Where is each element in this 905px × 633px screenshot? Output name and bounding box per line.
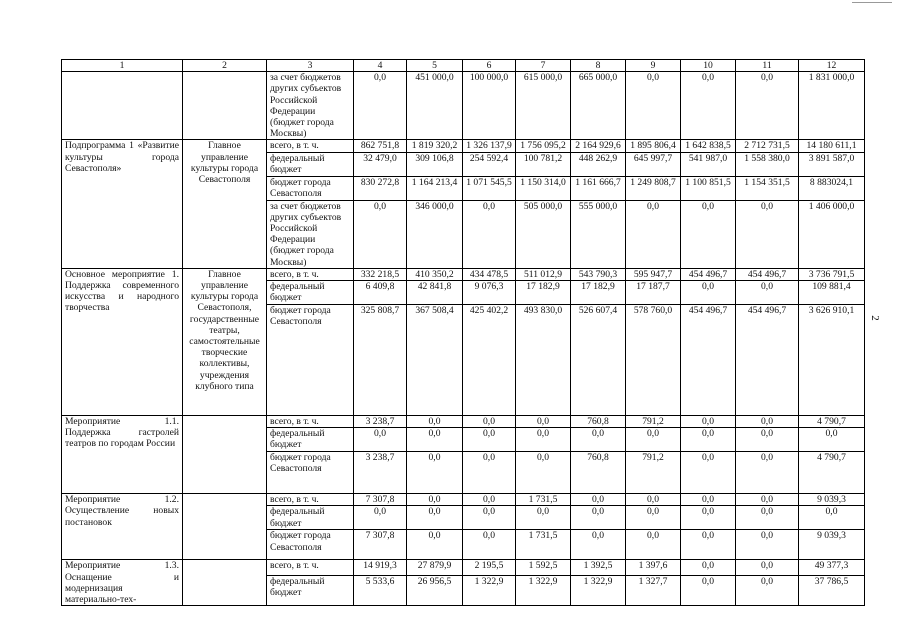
value-cell: 0,0 <box>626 506 681 530</box>
value-cell: 0,0 <box>681 281 736 305</box>
empty-cell <box>183 416 267 494</box>
value-cell: 541 987,0 <box>681 152 736 176</box>
source-cell: за счет бюджетов других субъектов Российской Федерации (бюджет города Москвы) <box>267 72 354 140</box>
value-cell: 0,0 <box>736 416 799 428</box>
value-cell: 0,0 <box>463 200 516 268</box>
value-cell: 0,0 <box>736 72 799 140</box>
value-cell: 0,0 <box>407 530 463 560</box>
source-cell: всего, в т. ч. <box>267 140 354 152</box>
value-cell: 1 406 000,0 <box>799 200 865 268</box>
value-cell: 27 879,9 <box>407 560 463 575</box>
value-cell: 1 731,5 <box>516 530 571 560</box>
table-row <box>62 416 865 428</box>
value-cell: 0,0 <box>407 494 463 506</box>
value-cell: 0,0 <box>736 530 799 560</box>
source-cell: всего, в т. ч. <box>267 416 354 428</box>
value-cell: 1 150 314,0 <box>516 176 571 200</box>
value-cell: 760,8 <box>571 416 626 428</box>
value-cell: 791,2 <box>626 416 681 428</box>
value-cell: 100 000,0 <box>463 72 516 140</box>
column-header: 5 <box>407 60 463 72</box>
value-cell: 1 558 380,0 <box>736 152 799 176</box>
value-cell: 0,0 <box>681 494 736 506</box>
value-cell: 665 000,0 <box>571 72 626 140</box>
column-header: 7 <box>516 60 571 72</box>
value-cell: 0,0 <box>736 494 799 506</box>
value-cell: 2 712 731,5 <box>736 140 799 152</box>
value-cell: 2 195,5 <box>463 560 516 575</box>
program-name-cell: Мероприятие 1.3. Оснащение и модернизация материально-тех- <box>62 560 183 606</box>
value-cell: 1 895 806,4 <box>626 140 681 152</box>
column-header: 12 <box>799 60 865 72</box>
table-row <box>62 560 865 575</box>
source-cell: всего, в т. ч. <box>267 560 354 575</box>
value-cell: 4 790,7 <box>799 452 865 494</box>
value-cell: 14 180 611,1 <box>799 140 865 152</box>
column-header: 8 <box>571 60 626 72</box>
value-cell: 9 039,3 <box>799 530 865 560</box>
value-cell: 0,0 <box>354 506 407 530</box>
value-cell: 17 182,9 <box>516 281 571 305</box>
value-cell: 0,0 <box>354 428 407 452</box>
value-cell: 1 161 666,7 <box>571 176 626 200</box>
value-cell: 0,0 <box>463 428 516 452</box>
value-cell: 367 508,4 <box>407 305 463 416</box>
value-cell: 0,0 <box>626 72 681 140</box>
source-cell: федеральный бюджет <box>267 281 354 305</box>
value-cell: 0,0 <box>799 428 865 452</box>
value-cell: 17 187,7 <box>626 281 681 305</box>
value-cell: 1 327,7 <box>626 575 681 605</box>
value-cell: 4 790,7 <box>799 416 865 428</box>
program-name-cell: Мероприятие 1.2. Осуществление новых постановок <box>62 494 183 560</box>
value-cell: 0,0 <box>681 560 736 575</box>
source-cell: федеральный бюджет <box>267 428 354 452</box>
value-cell: 1 756 095,2 <box>516 140 571 152</box>
source-cell: бюджет города Севастополя <box>267 452 354 494</box>
value-cell: 49 377,3 <box>799 560 865 575</box>
value-cell: 5 533,6 <box>354 575 407 605</box>
source-cell: бюджет города Севастополя <box>267 530 354 560</box>
empty-cell <box>62 72 183 140</box>
column-header: 11 <box>736 60 799 72</box>
value-cell: 8 883024,1 <box>799 176 865 200</box>
value-cell: 0,0 <box>354 72 407 140</box>
value-cell: 7 307,8 <box>354 530 407 560</box>
executor-cell: Главное управление культуры города Севастополя <box>183 140 267 268</box>
table-row <box>62 494 865 506</box>
value-cell: 7 307,8 <box>354 494 407 506</box>
top-edge-line <box>852 2 892 3</box>
value-cell: 425 402,2 <box>463 305 516 416</box>
value-cell: 0,0 <box>736 506 799 530</box>
value-cell: 0,0 <box>407 452 463 494</box>
value-cell: 0,0 <box>354 200 407 268</box>
value-cell: 1 642 838,5 <box>681 140 736 152</box>
budget-table <box>61 59 865 606</box>
value-cell: 451 000,0 <box>407 72 463 140</box>
value-cell: 32 479,0 <box>354 152 407 176</box>
column-header: 6 <box>463 60 516 72</box>
value-cell: 511 012,9 <box>516 268 571 280</box>
table-row <box>62 268 865 280</box>
value-cell: 1 592,5 <box>516 560 571 575</box>
value-cell: 454 496,7 <box>681 305 736 416</box>
value-cell: 526 607,4 <box>571 305 626 416</box>
value-cell: 1 322,9 <box>571 575 626 605</box>
value-cell: 0,0 <box>681 416 736 428</box>
empty-cell <box>183 72 267 140</box>
value-cell: 454 496,7 <box>736 305 799 416</box>
value-cell: 1 100 851,5 <box>681 176 736 200</box>
source-cell: федеральный бюджет <box>267 575 354 605</box>
value-cell: 346 000,0 <box>407 200 463 268</box>
value-cell: 0,0 <box>681 530 736 560</box>
value-cell: 0,0 <box>571 530 626 560</box>
value-cell: 0,0 <box>463 530 516 560</box>
value-cell: 0,0 <box>681 200 736 268</box>
value-cell: 100 781,2 <box>516 152 571 176</box>
value-cell: 14 919,3 <box>354 560 407 575</box>
value-cell: 615 000,0 <box>516 72 571 140</box>
value-cell: 0,0 <box>516 416 571 428</box>
value-cell: 0,0 <box>463 494 516 506</box>
value-cell: 760,8 <box>571 452 626 494</box>
value-cell: 3 891 587,0 <box>799 152 865 176</box>
column-header: 9 <box>626 60 681 72</box>
value-cell: 1 326 137,9 <box>463 140 516 152</box>
value-cell: 3 626 910,1 <box>799 305 865 416</box>
value-cell: 0,0 <box>516 452 571 494</box>
empty-cell <box>183 494 267 560</box>
program-name-cell: Мероприятие 1.1. Поддержка гастролей театров по городам России <box>62 416 183 494</box>
value-cell: 0,0 <box>516 428 571 452</box>
column-header: 4 <box>354 60 407 72</box>
value-cell: 645 997,7 <box>626 152 681 176</box>
value-cell: 0,0 <box>736 452 799 494</box>
value-cell: 448 262,9 <box>571 152 626 176</box>
value-cell: 543 790,3 <box>571 268 626 280</box>
value-cell: 578 760,0 <box>626 305 681 416</box>
column-header: 1 <box>62 60 183 72</box>
value-cell: 1 154 351,5 <box>736 176 799 200</box>
value-cell: 1 164 213,4 <box>407 176 463 200</box>
header-row <box>62 60 865 72</box>
value-cell: 0,0 <box>626 200 681 268</box>
value-cell: 0,0 <box>736 560 799 575</box>
value-cell: 332 218,5 <box>354 268 407 280</box>
column-header: 3 <box>267 60 354 72</box>
value-cell: 0,0 <box>681 452 736 494</box>
value-cell: 454 496,7 <box>736 268 799 280</box>
value-cell: 0,0 <box>571 494 626 506</box>
value-cell: 0,0 <box>407 506 463 530</box>
value-cell: 505 000,0 <box>516 200 571 268</box>
value-cell: 830 272,8 <box>354 176 407 200</box>
value-cell: 6 409,8 <box>354 281 407 305</box>
value-cell: 17 182,9 <box>571 281 626 305</box>
value-cell: 493 830,0 <box>516 305 571 416</box>
value-cell: 1 322,9 <box>516 575 571 605</box>
value-cell: 0,0 <box>736 200 799 268</box>
value-cell: 434 478,5 <box>463 268 516 280</box>
value-cell: 309 106,8 <box>407 152 463 176</box>
value-cell: 0,0 <box>463 452 516 494</box>
value-cell: 0,0 <box>736 575 799 605</box>
value-cell: 1 397,6 <box>626 560 681 575</box>
source-cell: всего, в т. ч. <box>267 494 354 506</box>
value-cell: 9 039,3 <box>799 494 865 506</box>
value-cell: 0,0 <box>736 281 799 305</box>
source-cell: всего, в т. ч. <box>267 268 354 280</box>
value-cell: 42 841,8 <box>407 281 463 305</box>
value-cell: 0,0 <box>736 428 799 452</box>
value-cell: 0,0 <box>516 506 571 530</box>
program-name-cell: Основное мероприятие 1. Поддержка современного искусства и народного творчества <box>62 268 183 415</box>
value-cell: 109 881,4 <box>799 281 865 305</box>
value-cell: 0,0 <box>463 416 516 428</box>
value-cell: 3 736 791,5 <box>799 268 865 280</box>
source-cell: федеральный бюджет <box>267 152 354 176</box>
value-cell: 0,0 <box>407 428 463 452</box>
value-cell: 1 392,5 <box>571 560 626 575</box>
executor-cell: Главное управление культуры города Севастополя, государственные театры, самостоятельные творческие коллективы, учреждения клубного типа <box>183 268 267 415</box>
page-number: 2 <box>868 315 881 321</box>
value-cell: 1 819 320,2 <box>407 140 463 152</box>
value-cell: 555 000,0 <box>571 200 626 268</box>
value-cell: 0,0 <box>626 494 681 506</box>
empty-cell <box>183 560 267 606</box>
value-cell: 2 164 929,6 <box>571 140 626 152</box>
column-header: 10 <box>681 60 736 72</box>
source-cell: бюджет города Севастополя <box>267 305 354 416</box>
column-header: 2 <box>183 60 267 72</box>
value-cell: 325 808,7 <box>354 305 407 416</box>
value-cell: 454 496,7 <box>681 268 736 280</box>
value-cell: 791,2 <box>626 452 681 494</box>
value-cell: 0,0 <box>799 506 865 530</box>
value-cell: 0,0 <box>407 416 463 428</box>
value-cell: 1 249 808,7 <box>626 176 681 200</box>
table-row <box>62 72 865 140</box>
source-cell: бюджет города Севастополя <box>267 176 354 200</box>
value-cell: 595 947,7 <box>626 268 681 280</box>
source-cell: за счет бюджетов других субъектов Российской Федерации (бюджет города Москвы) <box>267 200 354 268</box>
value-cell: 1 071 545,5 <box>463 176 516 200</box>
table-row <box>62 140 865 152</box>
value-cell: 26 956,5 <box>407 575 463 605</box>
value-cell: 9 076,3 <box>463 281 516 305</box>
value-cell: 3 238,7 <box>354 452 407 494</box>
value-cell: 0,0 <box>681 428 736 452</box>
value-cell: 3 238,7 <box>354 416 407 428</box>
value-cell: 0,0 <box>571 428 626 452</box>
value-cell: 0,0 <box>463 506 516 530</box>
value-cell: 1 731,5 <box>516 494 571 506</box>
value-cell: 254 592,4 <box>463 152 516 176</box>
value-cell: 0,0 <box>626 530 681 560</box>
source-cell: федеральный бюджет <box>267 506 354 530</box>
value-cell: 0,0 <box>681 506 736 530</box>
program-name-cell: Подпрограмма 1 «Развитие культуры города Севастополя» <box>62 140 183 268</box>
value-cell: 862 751,8 <box>354 140 407 152</box>
value-cell: 1 322,9 <box>463 575 516 605</box>
value-cell: 0,0 <box>681 575 736 605</box>
value-cell: 37 786,5 <box>799 575 865 605</box>
value-cell: 0,0 <box>681 72 736 140</box>
value-cell: 410 350,2 <box>407 268 463 280</box>
value-cell: 1 831 000,0 <box>799 72 865 140</box>
value-cell: 0,0 <box>626 428 681 452</box>
value-cell: 0,0 <box>571 506 626 530</box>
